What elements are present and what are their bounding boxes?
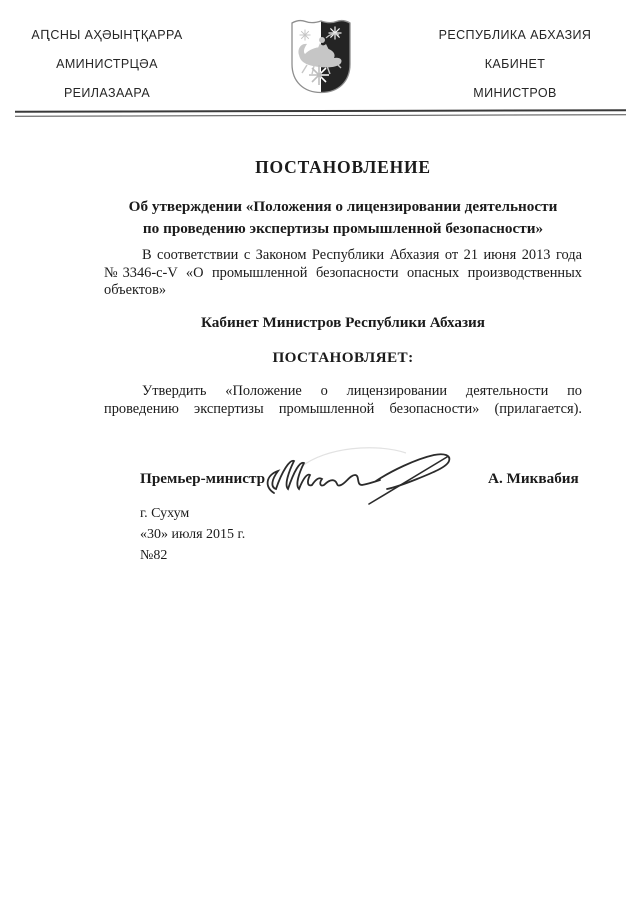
signature-scrawl-icon: [256, 441, 468, 513]
footer-date: «30» июля 2015 г.: [140, 527, 246, 542]
header-left-line-1: АԤСНЫ АҲӘЫНҬҚАРРА: [31, 28, 183, 42]
signatory-name: А. Миквабия: [488, 470, 579, 487]
subject-line-2: по проведению экспертизы промышленной безопасности»: [142, 219, 544, 237]
preamble-line-1: В соответствии с Законом Республики Абхазия от 21 июня 2013 года: [142, 247, 582, 263]
resolution-paragraph: [104, 383, 582, 418]
header-right-line-2: КАБИНЕТ: [484, 57, 546, 71]
abkhazia-coat-of-arms-icon: [288, 17, 354, 97]
authority-line: Кабинет Министров Республики Абхазия: [200, 314, 486, 331]
resolution-line-2: проведению экспертизы промышленной безопасности» (прилагается).: [104, 400, 582, 417]
footer-number: №82: [140, 548, 168, 563]
preamble-line-2: №3346-с-V «О промышленной безопасности опасных производственных: [104, 264, 582, 281]
preamble-paragraph: [104, 247, 582, 300]
header-right-line-3: МИНИСТРОВ: [473, 86, 557, 100]
header-left-column: [21, 21, 193, 108]
footer-place: г. Сухум: [140, 506, 190, 521]
header-right-column: [429, 21, 601, 108]
header-divider-rule: [15, 109, 626, 117]
resolution-line-1: Утвердить «Положение о лицензировании деятельности по: [142, 383, 582, 399]
header-left-line-2: АМИНИСТРЦӘА: [56, 57, 158, 71]
header-left-line-3: РЕИЛАЗААРА: [63, 86, 151, 100]
header-right-line-1: РЕСПУБЛИКА АБХАЗИЯ: [438, 28, 592, 42]
subject-line-1: Об утверждении «Положения о лицензировании деятельности: [128, 198, 558, 215]
document-title: ПОСТАНОВЛЕНИЕ: [255, 157, 431, 177]
decree-word: ПОСТАНОВЛЯЕТ:: [272, 349, 414, 366]
document-subject: [84, 196, 602, 239]
signatory-post: Премьер-министр: [140, 470, 266, 487]
preamble-line-3: объектов»: [104, 282, 167, 299]
